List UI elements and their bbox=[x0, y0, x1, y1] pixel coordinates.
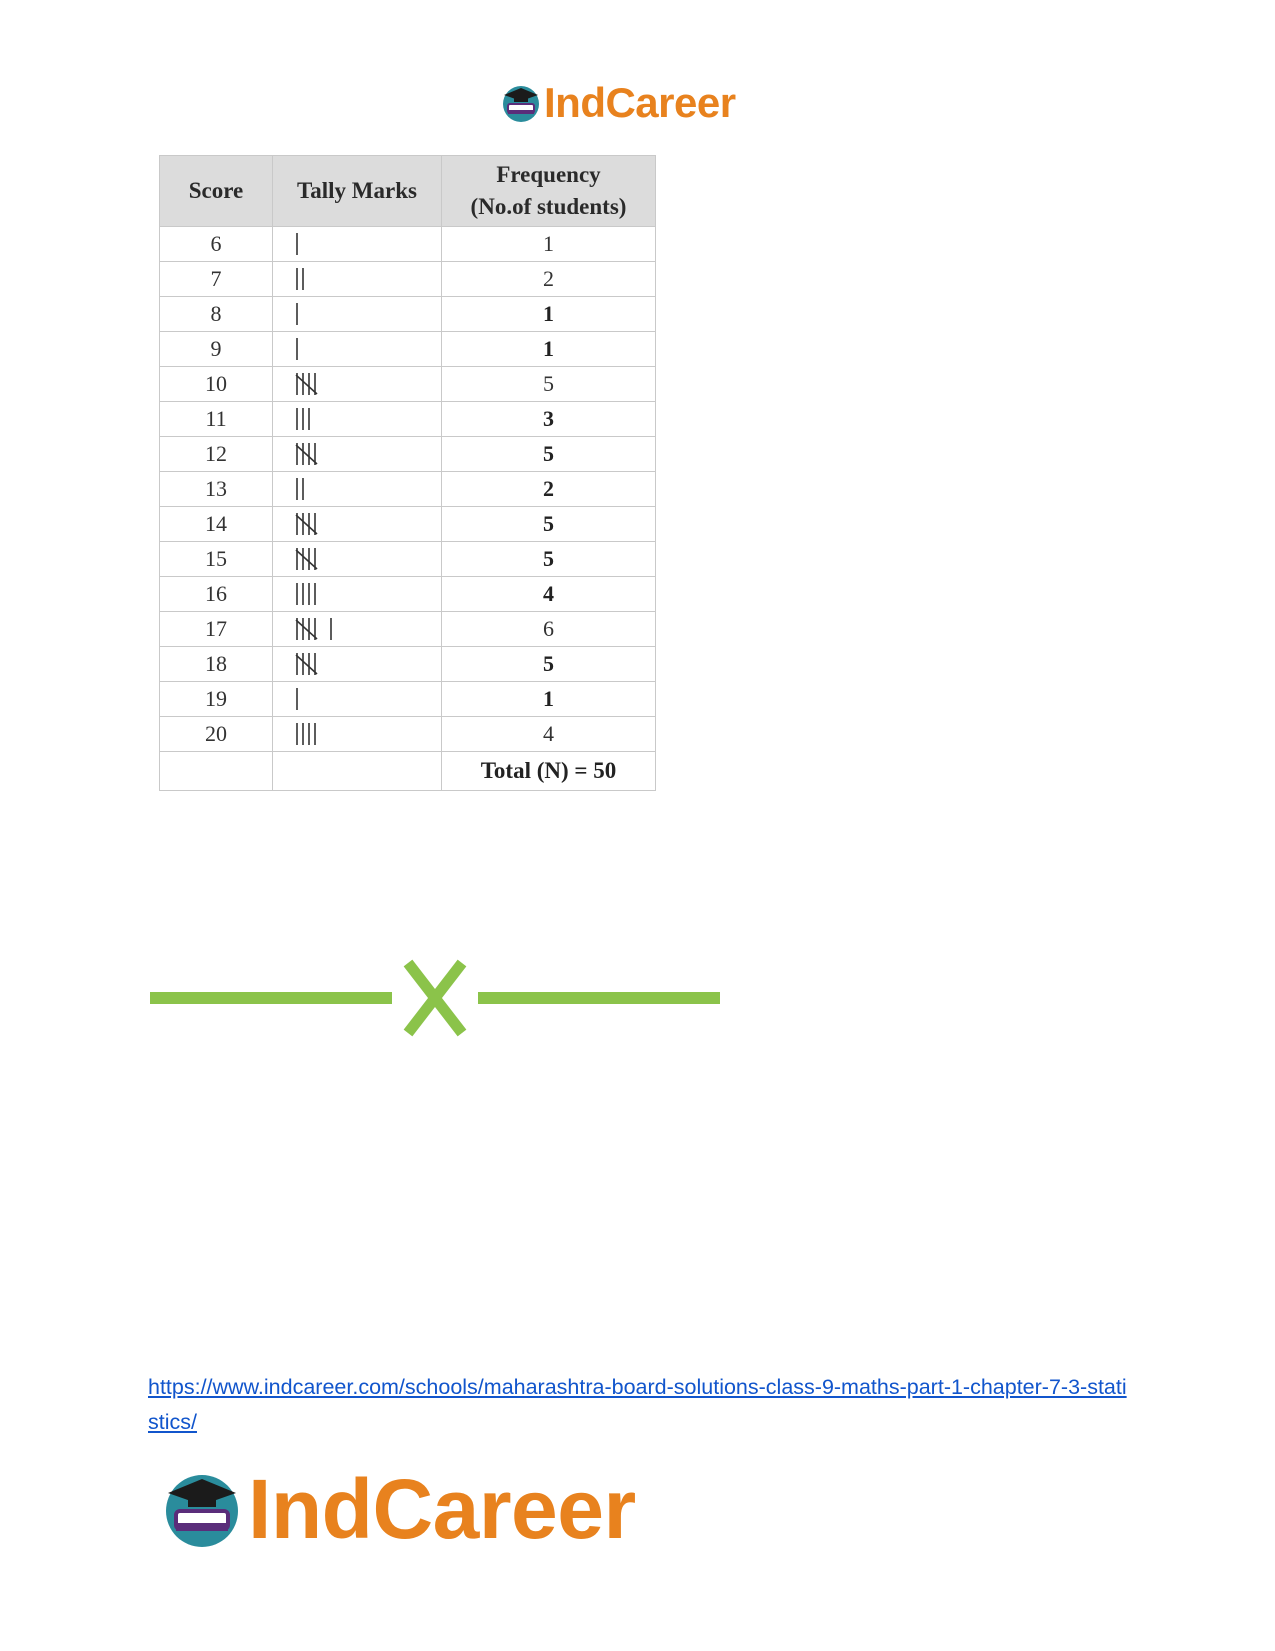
table-header-row bbox=[160, 156, 656, 227]
tally-marks-icon bbox=[295, 335, 365, 363]
score-cell: 12 bbox=[160, 437, 273, 472]
tally-cell bbox=[273, 437, 442, 472]
frequency-cell: 1 bbox=[442, 227, 656, 262]
tally-cell bbox=[273, 262, 442, 297]
score-cell: 8 bbox=[160, 297, 273, 332]
graduation-book-icon bbox=[160, 1467, 244, 1551]
table-row bbox=[160, 682, 656, 717]
tally-cell bbox=[273, 507, 442, 542]
frequency-cell: 5 bbox=[442, 367, 656, 402]
table-row bbox=[160, 332, 656, 367]
frequency-cell: 4 bbox=[442, 717, 656, 752]
table-row bbox=[160, 402, 656, 437]
total-empty-tally bbox=[273, 752, 442, 791]
table-row bbox=[160, 542, 656, 577]
score-cell: 15 bbox=[160, 542, 273, 577]
tally-marks-icon bbox=[295, 440, 365, 468]
score-cell: 19 bbox=[160, 682, 273, 717]
divider-line-left bbox=[150, 992, 392, 1004]
score-cell: 13 bbox=[160, 472, 273, 507]
header-tally-marks: Tally Marks bbox=[273, 156, 442, 227]
tally-cell bbox=[273, 717, 442, 752]
score-cell: 17 bbox=[160, 612, 273, 647]
tally-cell bbox=[273, 227, 442, 262]
table-row bbox=[160, 297, 656, 332]
table-row bbox=[160, 472, 656, 507]
tally-marks-icon bbox=[295, 265, 365, 293]
header-frequency-line1: Frequency bbox=[496, 162, 601, 187]
tally-marks-icon bbox=[295, 685, 365, 713]
tally-cell bbox=[273, 577, 442, 612]
score-cell: 10 bbox=[160, 367, 273, 402]
frequency-cell: 1 bbox=[442, 297, 656, 332]
graduation-book-icon bbox=[500, 82, 542, 124]
frequency-cell: 2 bbox=[442, 262, 656, 297]
tally-cell bbox=[273, 332, 442, 367]
frequency-cell: 1 bbox=[442, 682, 656, 717]
total-cell: Total (N) = 50 bbox=[442, 752, 656, 791]
frequency-cell: 5 bbox=[442, 437, 656, 472]
logo-text: IndCareer bbox=[544, 79, 736, 126]
score-cell: 7 bbox=[160, 262, 273, 297]
tally-cell bbox=[273, 612, 442, 647]
score-cell: 14 bbox=[160, 507, 273, 542]
table-row bbox=[160, 367, 656, 402]
frequency-cell: 6 bbox=[442, 612, 656, 647]
tally-marks-icon bbox=[295, 510, 365, 538]
table-body bbox=[160, 227, 656, 752]
table-row bbox=[160, 577, 656, 612]
indcareer-logo-top bbox=[500, 78, 736, 128]
tally-marks-icon bbox=[295, 545, 365, 573]
tally-marks-icon bbox=[295, 615, 365, 643]
section-divider bbox=[150, 958, 730, 1038]
close-x-icon bbox=[408, 963, 462, 1033]
header-frequency bbox=[442, 156, 656, 227]
tally-cell bbox=[273, 367, 442, 402]
logo-text: IndCareer bbox=[248, 1461, 636, 1556]
tally-cell bbox=[273, 647, 442, 682]
score-cell: 16 bbox=[160, 577, 273, 612]
total-empty-score bbox=[160, 752, 273, 791]
table-row bbox=[160, 262, 656, 297]
table-row bbox=[160, 437, 656, 472]
table-row bbox=[160, 717, 656, 752]
tally-marks-icon bbox=[295, 370, 365, 398]
score-frequency-table bbox=[159, 155, 656, 791]
frequency-cell: 3 bbox=[442, 402, 656, 437]
frequency-cell: 5 bbox=[442, 647, 656, 682]
table-row bbox=[160, 612, 656, 647]
tally-cell bbox=[273, 297, 442, 332]
frequency-cell: 5 bbox=[442, 542, 656, 577]
divider-line-right bbox=[478, 992, 720, 1004]
tally-marks-icon bbox=[295, 580, 365, 608]
score-cell: 6 bbox=[160, 227, 273, 262]
table-total-row bbox=[160, 752, 656, 791]
tally-cell bbox=[273, 682, 442, 717]
header-score: Score bbox=[160, 156, 273, 227]
score-cell: 11 bbox=[160, 402, 273, 437]
tally-marks-icon bbox=[295, 650, 365, 678]
score-cell: 9 bbox=[160, 332, 273, 367]
frequency-cell: 1 bbox=[442, 332, 656, 367]
score-cell: 20 bbox=[160, 717, 273, 752]
header-frequency-line2: (No.of students) bbox=[470, 194, 627, 219]
table-row bbox=[160, 647, 656, 682]
tally-cell bbox=[273, 402, 442, 437]
table-row bbox=[160, 507, 656, 542]
source-link[interactable]: https://www.indcareer.com/schools/maharashtra-board-solutions-class-9-maths-part-1-chapter-7-3-statistics/ bbox=[148, 1375, 1127, 1434]
frequency-cell: 2 bbox=[442, 472, 656, 507]
tally-marks-icon bbox=[295, 720, 365, 748]
indcareer-logo-bottom bbox=[160, 1462, 636, 1556]
tally-marks-icon bbox=[295, 405, 365, 433]
tally-cell bbox=[273, 472, 442, 507]
tally-cell bbox=[273, 542, 442, 577]
tally-marks-icon bbox=[295, 475, 365, 503]
score-cell: 18 bbox=[160, 647, 273, 682]
frequency-cell: 4 bbox=[442, 577, 656, 612]
table-row bbox=[160, 227, 656, 262]
frequency-cell: 5 bbox=[442, 507, 656, 542]
tally-marks-icon bbox=[295, 230, 365, 258]
tally-marks-icon bbox=[295, 300, 365, 328]
